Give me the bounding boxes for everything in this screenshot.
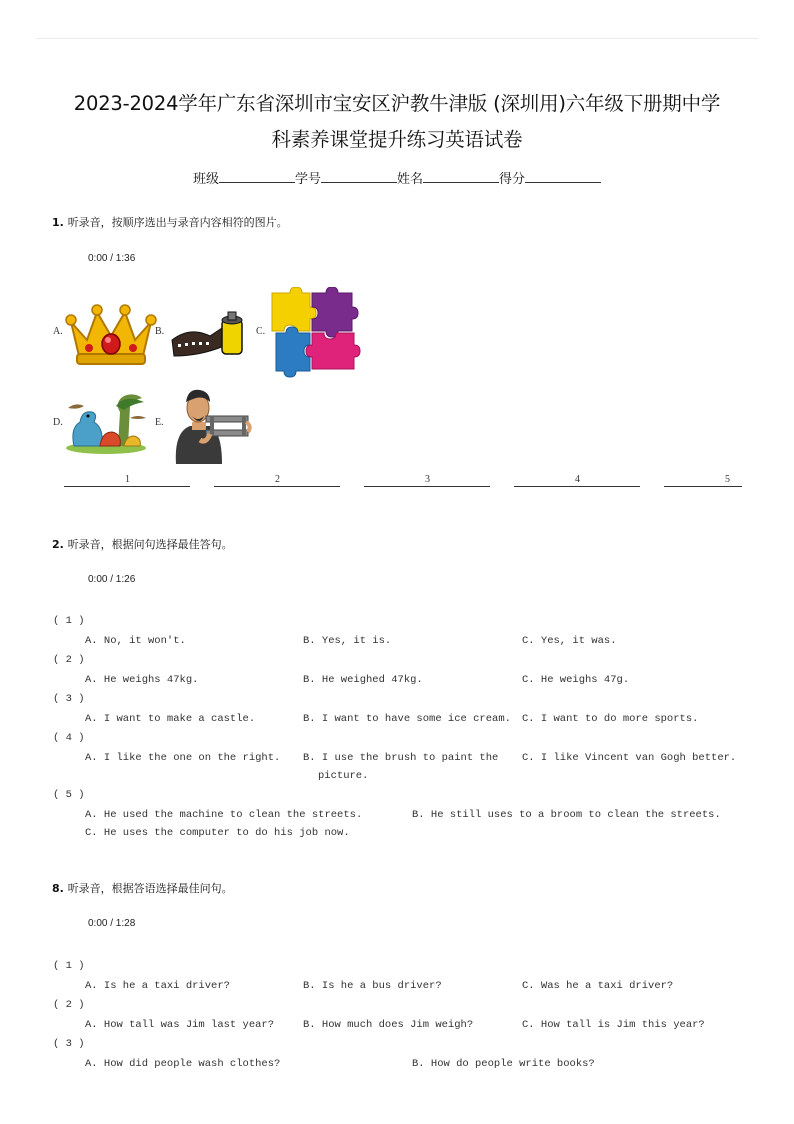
q2-item-3-option-a[interactable]: A. I want to make a castle. — [85, 713, 256, 725]
question-1-instruction: 听录音，按顺序选出与录音内容相符的图片。 — [67, 216, 288, 229]
question-8-number: 8. — [52, 882, 64, 895]
answer-blank-2-number: 2 — [275, 474, 280, 485]
page-title-line-2: 科素养课堂提升练习英语试卷 — [271, 128, 523, 151]
question-2-header — [52, 536, 233, 552]
q2-item-5-option-b[interactable]: B. He still uses to a broom to clean the streets. — [412, 809, 721, 821]
question-1-audio-player[interactable]: 0:00 / 1:36 — [88, 253, 136, 264]
option-c-letter: C. — [256, 326, 266, 337]
question-8-audio-player[interactable]: 0:00 / 1:28 — [88, 918, 136, 929]
student-info-row — [0, 168, 794, 187]
q2-item-4-option-c[interactable]: C. I like Vincent van Gogh better. — [522, 752, 737, 764]
class-label: 班级 — [192, 172, 219, 187]
jigsaw-puzzle-icon — [268, 287, 362, 379]
q2-item-2-option-b[interactable]: B. He weighed 47kg. — [303, 674, 423, 686]
student-id-label: 学号 — [294, 172, 321, 187]
option-a-letter: A. — [53, 326, 63, 337]
q8-item-2-number: ( 2 ) — [53, 999, 85, 1011]
answer-blank-3-number: 3 — [425, 474, 430, 485]
q2-item-2-number: ( 2 ) — [53, 654, 85, 666]
answer-blank-2[interactable] — [214, 486, 340, 487]
q2-item-3-option-b[interactable]: B. I want to have some ice cream. — [303, 713, 511, 725]
q2-item-4-option-b-cont[interactable]: picture. — [318, 770, 369, 782]
q2-item-4-number: ( 4 ) — [53, 732, 85, 744]
score-label: 得分 — [499, 172, 526, 187]
answer-blank-5-number: 5 — [725, 474, 730, 485]
q8-item-2-option-c[interactable]: C. How tall is Jim this year? — [522, 1019, 705, 1031]
name-label: 姓名 — [397, 172, 424, 187]
q2-item-3-option-c[interactable]: C. I want to do more sports. — [522, 713, 699, 725]
man-with-machine-icon — [170, 386, 254, 464]
q8-item-3-number: ( 3 ) — [53, 1038, 85, 1050]
q2-item-1-option-c[interactable]: C. Yes, it was. — [522, 635, 617, 647]
q8-item-3-option-a[interactable]: A. How did people wash clothes? — [85, 1058, 281, 1070]
q2-item-1-number: ( 1 ) — [53, 615, 85, 627]
answer-blank-4-number: 4 — [575, 474, 580, 485]
name-blank[interactable] — [423, 170, 499, 183]
q8-item-2-option-b[interactable]: B. How much does Jim weigh? — [303, 1019, 474, 1031]
question-2-number: 2. — [52, 538, 64, 551]
class-blank[interactable] — [219, 170, 295, 183]
answer-blank-1-number: 1 — [125, 474, 130, 485]
option-e-letter: E. — [155, 417, 164, 428]
q2-item-3-number: ( 3 ) — [53, 693, 85, 705]
answer-blank-5[interactable] — [664, 486, 742, 487]
q2-item-2-option-c[interactable]: C. He weighs 47g. — [522, 674, 630, 686]
crown-icon — [65, 300, 157, 368]
film-roll-icon — [170, 306, 248, 360]
question-2-instruction: 听录音，根据问句选择最佳答句。 — [67, 538, 233, 551]
question-2-audio-player[interactable]: 0:00 / 1:26 — [88, 574, 136, 585]
question-8-header — [52, 880, 233, 896]
q2-item-4-option-a[interactable]: A. I like the one on the right. — [85, 752, 281, 764]
dinosaurs-icon — [64, 388, 148, 456]
q2-item-5-option-c[interactable]: C. He uses the computer to do his job now. — [85, 827, 350, 839]
page-title-line-1: 2023-2024学年广东省深圳市宝安区沪教牛津版 (深圳用)六年级下册期中学 — [73, 92, 721, 115]
q8-item-1-option-c[interactable]: C. Was he a taxi driver? — [522, 980, 674, 992]
q2-item-2-option-a[interactable]: A. He weighs 47kg. — [85, 674, 199, 686]
answer-blank-3[interactable] — [364, 486, 490, 487]
q2-item-1-option-b[interactable]: B. Yes, it is. — [303, 635, 392, 647]
q8-item-1-number: ( 1 ) — [53, 960, 85, 972]
q2-item-5-option-a[interactable]: A. He used the machine to clean the streets. — [85, 809, 363, 821]
q8-item-2-option-a[interactable]: A. How tall was Jim last year? — [85, 1019, 275, 1031]
q2-item-4-option-b[interactable]: B. I use the brush to paint the — [303, 752, 499, 764]
question-8-instruction: 听录音，根据答语选择最佳问句。 — [67, 882, 233, 895]
top-divider — [36, 38, 758, 39]
question-1-number: 1. — [52, 216, 64, 229]
q8-item-3-option-b[interactable]: B. How do people write books? — [412, 1058, 595, 1070]
answer-blank-4[interactable] — [514, 486, 640, 487]
q2-item-5-number: ( 5 ) — [53, 789, 85, 801]
question-1-header — [52, 214, 288, 230]
score-blank[interactable] — [525, 170, 601, 183]
option-d-letter: D. — [53, 417, 63, 428]
student-id-blank[interactable] — [321, 170, 397, 183]
q2-item-1-option-a[interactable]: A. No, it won't. — [85, 635, 186, 647]
q8-item-1-option-b[interactable]: B. Is he a bus driver? — [303, 980, 442, 992]
q8-item-1-option-a[interactable]: A. Is he a taxi driver? — [85, 980, 230, 992]
answer-blank-1[interactable] — [64, 486, 190, 487]
option-b-letter: B. — [155, 326, 165, 337]
